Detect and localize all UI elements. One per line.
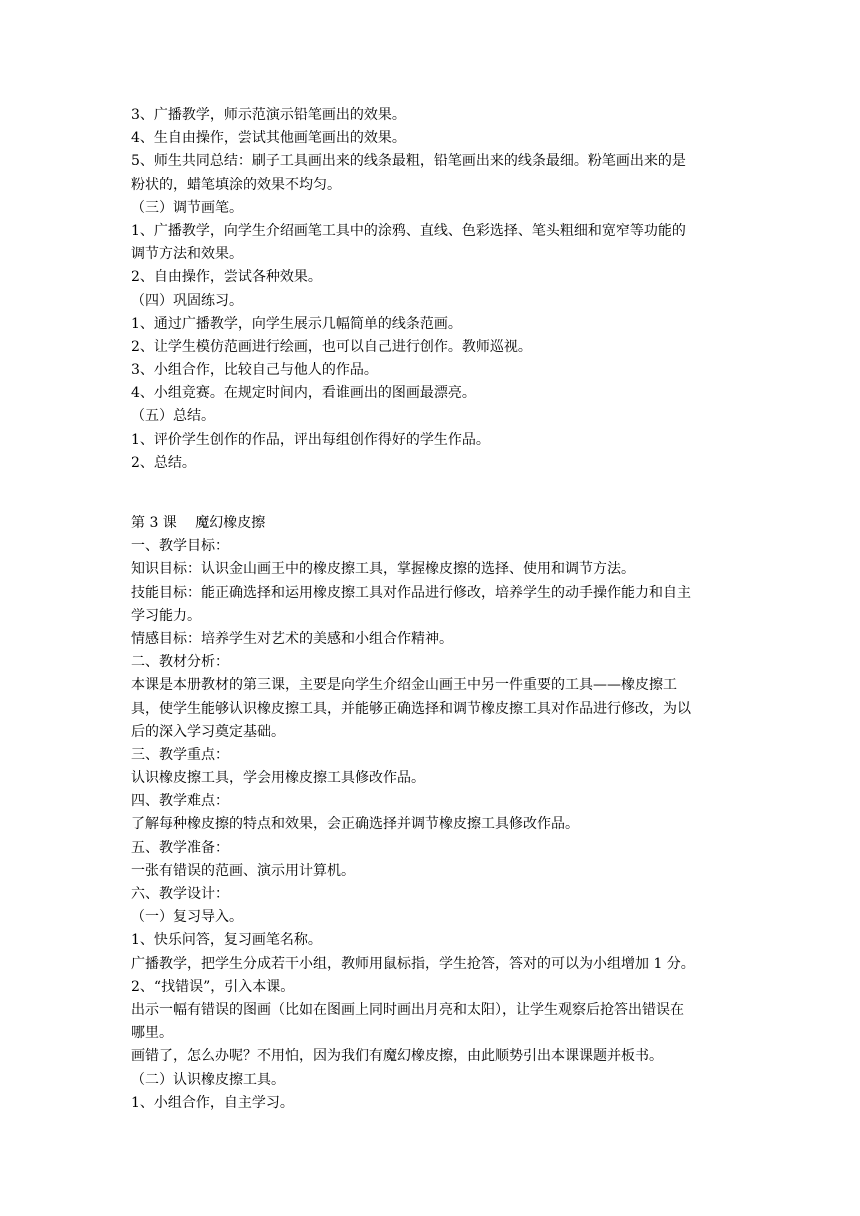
text-line: 本课是本册教材的第三课，主要是向学生介绍金山画王中另一件重要的工具——橡皮擦工 bbox=[131, 677, 677, 694]
text-line: 2、自由操作，尝试各种效果。 bbox=[131, 269, 322, 286]
text-line: 2、总结。 bbox=[131, 454, 196, 471]
section-heading: 二、教材分析： bbox=[131, 654, 229, 671]
text-line: 2、让学生模仿范画进行绘画，也可以自己进行创作。教师巡视。 bbox=[131, 338, 532, 355]
text-line: 1、评价学生创作的作品，评出每组创作得好的学生作品。 bbox=[131, 431, 490, 448]
text-line: 具，使学生能够认识橡皮擦工具，并能够正确选择和调节橡皮擦工具对作品进行修改，为以 bbox=[131, 700, 691, 717]
text-line: 4、生自由操作，尝试其他画笔画出的效果。 bbox=[131, 130, 406, 147]
text-line: 哪里。 bbox=[131, 1025, 173, 1042]
text-line: 学习能力。 bbox=[131, 607, 201, 624]
section-heading: （四）巩固练习。 bbox=[131, 292, 243, 309]
lesson2-continued-section bbox=[131, 104, 731, 475]
text-line: 广播教学，把学生分成若干小组，教师用鼠标指，学生抢答，答对的可以为小组增加 1 分。 bbox=[131, 955, 695, 972]
lesson3-section bbox=[131, 512, 731, 1115]
text-line: 调节方法和效果。 bbox=[131, 246, 243, 263]
section-heading: （三）调节画笔。 bbox=[131, 199, 243, 216]
text-line: 一张有错误的范画、演示用计算机。 bbox=[131, 862, 355, 879]
section-heading: 三、教学重点： bbox=[131, 746, 229, 763]
section-heading: 四、教学难点： bbox=[131, 793, 229, 810]
text-line: 画错了，怎么办呢？不用怕，因为我们有魔幻橡皮擦，由此顺势引出本课课题并板书。 bbox=[131, 1048, 663, 1065]
text-line: 3、广播教学，师示范演示铅笔画出的效果。 bbox=[131, 107, 406, 123]
text-line: 1、通过广播教学，向学生展示几幅简单的线条范画。 bbox=[131, 315, 462, 332]
text-line: 技能目标：能正确选择和运用橡皮擦工具对作品进行修改，培养学生的动手操作能力和自主 bbox=[131, 584, 691, 601]
text-line: 5、师生共同总结：刷子工具画出来的线条最粗，铅笔画出来的线条最细。粉笔画出来的是 bbox=[131, 153, 686, 170]
section-heading: （五）总结。 bbox=[131, 408, 215, 425]
text-line: 1、小组合作，自主学习。 bbox=[131, 1094, 294, 1111]
text-line: 粉状的，蜡笔填涂的效果不均匀。 bbox=[131, 176, 341, 193]
text-line: 情感目标：培养学生对艺术的美感和小组合作精神。 bbox=[131, 630, 453, 647]
section-heading: 六、教学设计： bbox=[131, 886, 229, 902]
text-line: 知识目标：认识金山画王中的橡皮擦工具，掌握橡皮擦的选择、使用和调节方法。 bbox=[131, 561, 635, 578]
text-line: 3、小组合作，比较自己与他人的作品。 bbox=[131, 362, 378, 379]
text-line: 1、快乐问答，复习画笔名称。 bbox=[131, 932, 322, 949]
lesson-title: 第 3 课 魔幻橡皮擦 bbox=[131, 515, 266, 531]
text-line: 认识橡皮擦工具，学会用橡皮擦工具修改作品。 bbox=[131, 770, 425, 787]
text-line: 后的深入学习奠定基础。 bbox=[131, 723, 285, 740]
section-heading: （一）复习导入。 bbox=[131, 909, 243, 926]
text-line: 4、小组竞赛。在规定时间内，看谁画出的图画最漂亮。 bbox=[131, 385, 476, 402]
text-line: 1、广播教学，向学生介绍画笔工具中的涂鸦、直线、色彩选择、笔头粗细和宽窄等功能的 bbox=[131, 222, 686, 239]
text-line: 了解每种橡皮擦的特点和效果，会正确选择并调节橡皮擦工具修改作品。 bbox=[131, 816, 579, 833]
section-heading: 五、教学准备： bbox=[131, 839, 229, 856]
section-heading: （二）认识橡皮擦工具。 bbox=[131, 1071, 285, 1088]
text-line: 2、“找错误”，引入本课。 bbox=[131, 978, 295, 995]
text-line: 出示一幅有错误的图画（比如在图画上同时画出月亮和太阳），让学生观察后抢答出错误在 bbox=[131, 1001, 684, 1018]
section-heading: 一、教学目标： bbox=[131, 538, 229, 555]
